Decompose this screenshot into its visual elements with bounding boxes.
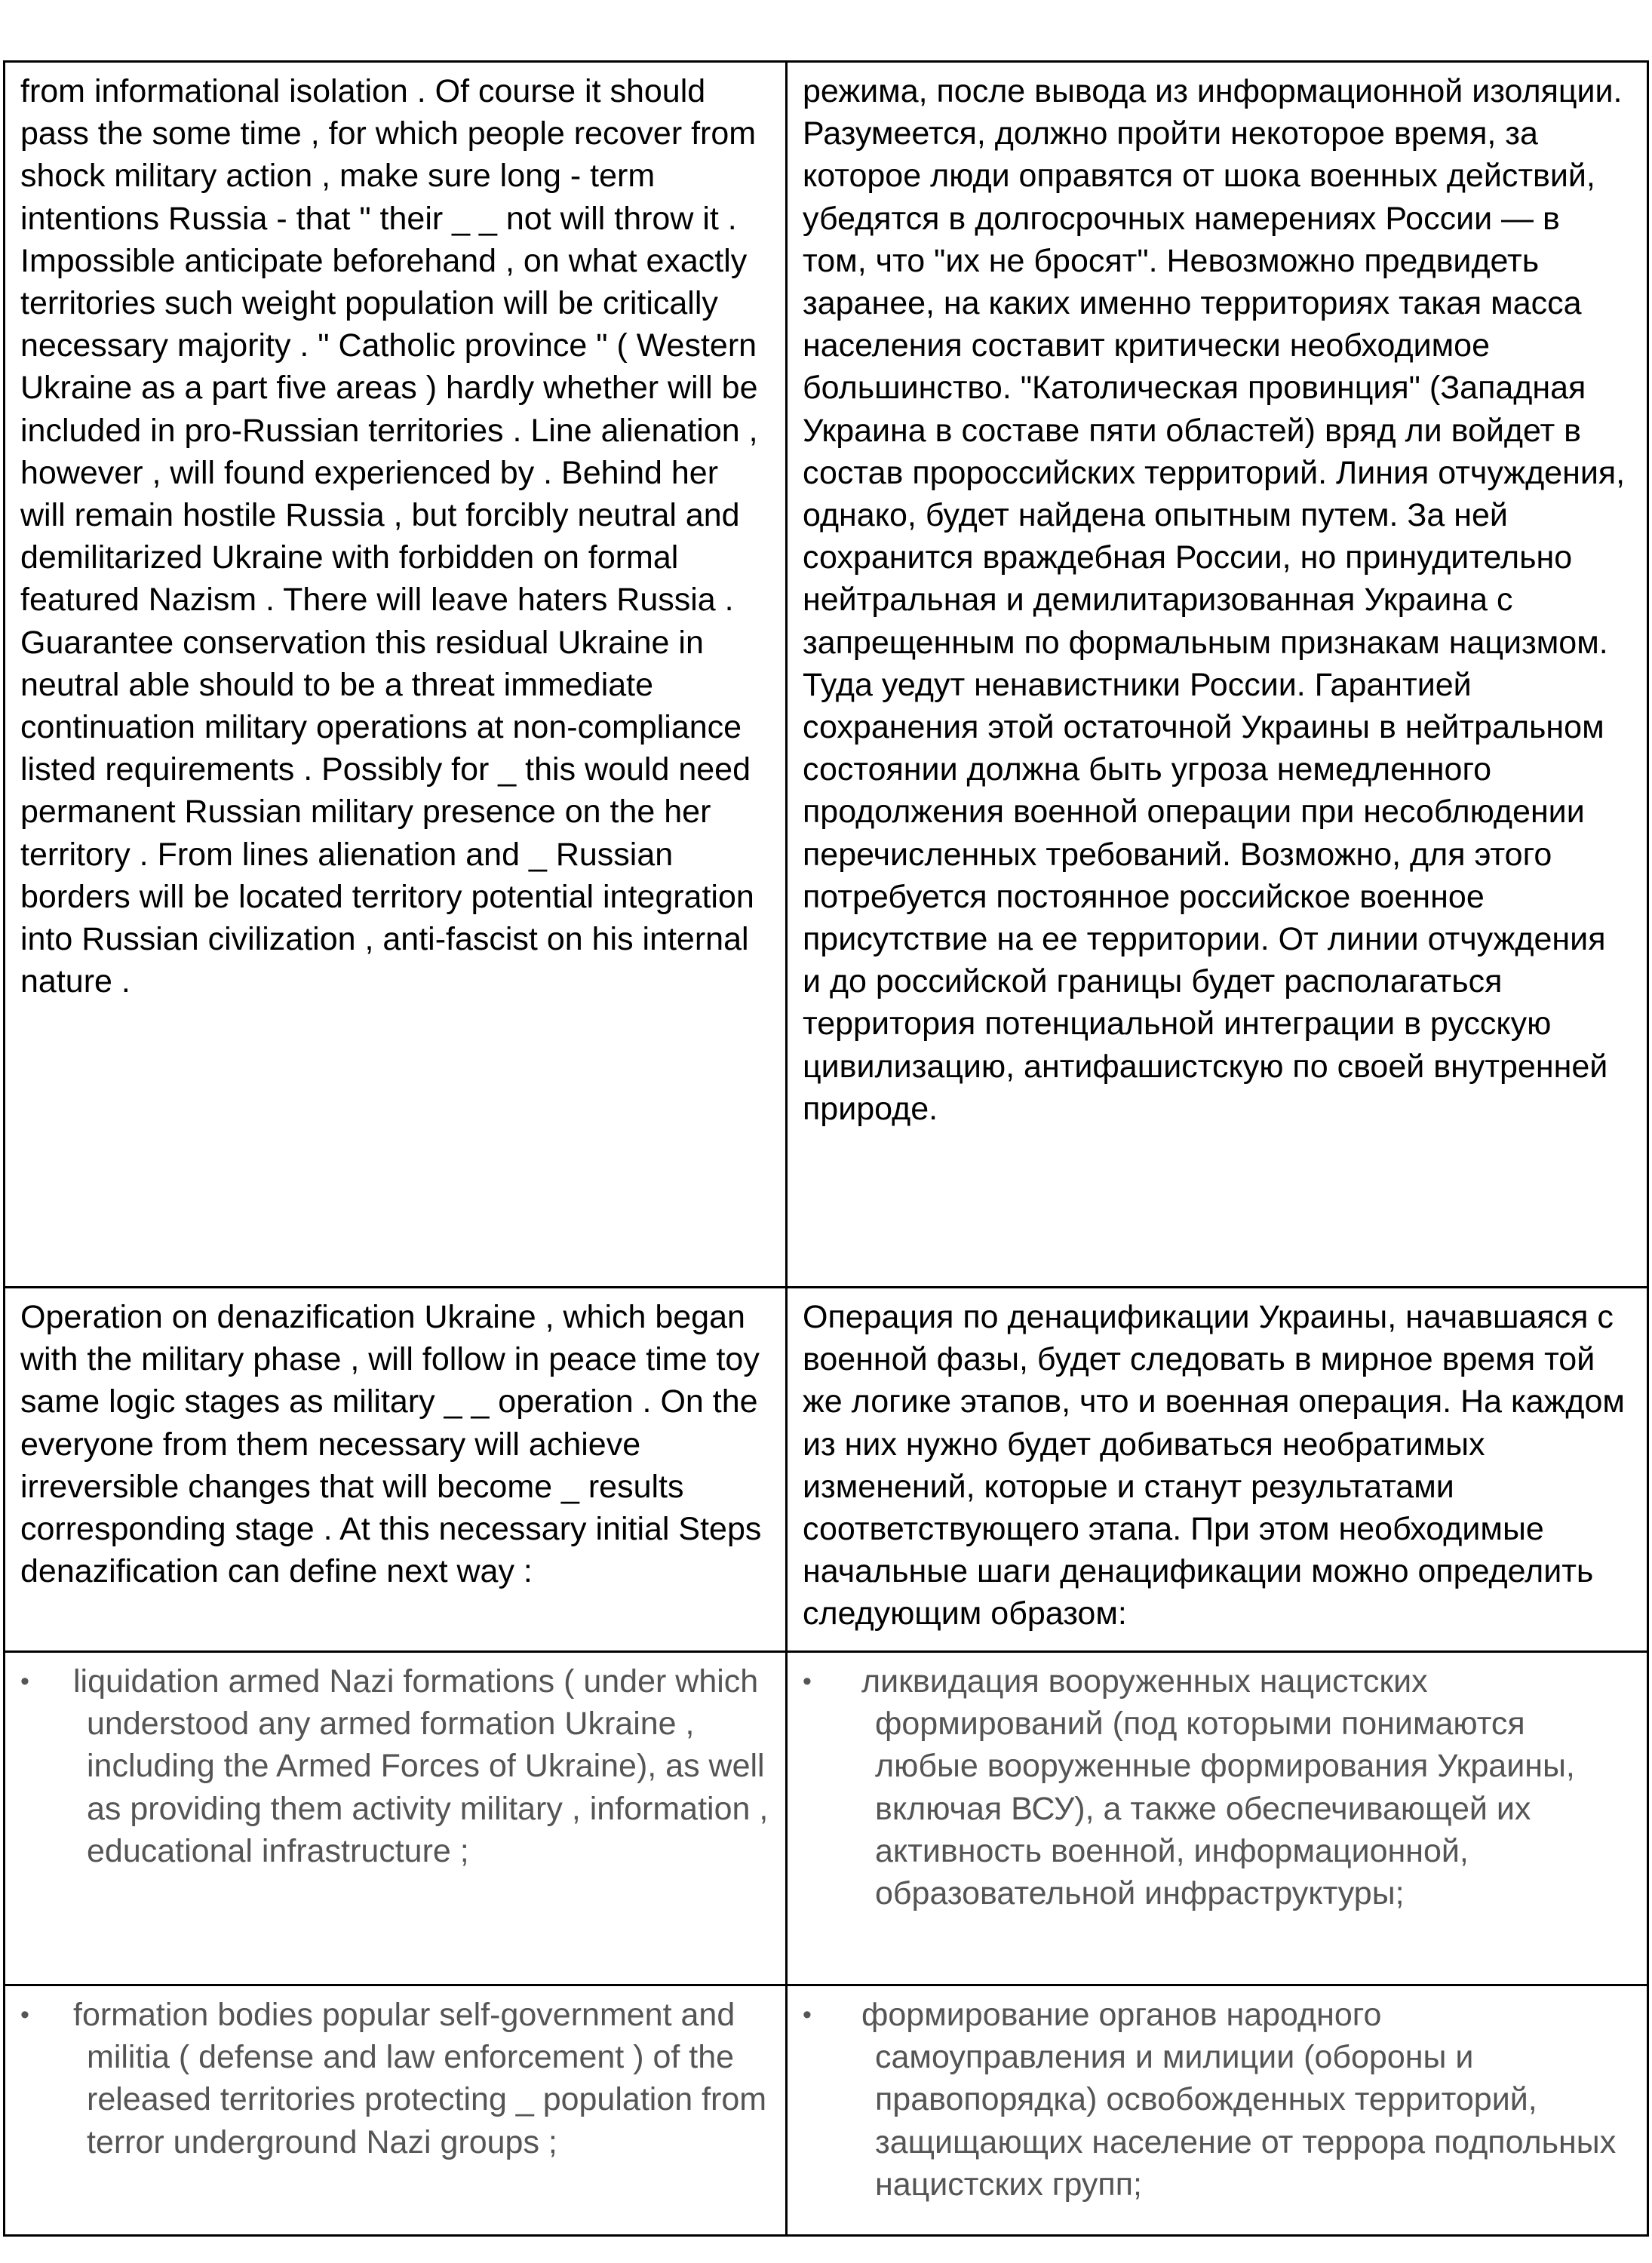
- english-list-item-text: liquidation armed Nazi formations ( under which understood any armed formation Ukraine , including the Armed Forces of Ukraine), as well as providing them activity military , information , educational infrastructure ;: [73, 1663, 769, 1869]
- table-row: [5, 62, 1648, 1288]
- bullet-icon: •: [803, 1667, 812, 1696]
- bilingual-translation-table: [3, 60, 1649, 2237]
- table-row: [5, 1985, 1648, 2236]
- table-row: [5, 1288, 1648, 1652]
- bullet-icon: •: [20, 2000, 29, 2029]
- english-paragraph: Operation on denazification Ukraine , which began with the military phase , will follow in peace time toy same logic stages as military _ _ operation . On the everyone from them necessary will achieve irreversible changes that will become _ results corresponding stage . At this necessary initial Steps denazification can define next way :: [20, 1299, 762, 1590]
- table-row: [5, 1652, 1648, 1985]
- english-list-item: [20, 1994, 770, 2163]
- english-list-item: [20, 1660, 770, 1872]
- russian-paragraph: Операция по денацификации Украины, начавшаяся с военной фазы, будет следовать в мирное время той же логике этапов, что и военная операция. На каждом из них нужно будет добиваться необратимых изменений, которые и станут результатами соответствующего этапа. При этом необходимые начальные шаги денацификации можно определить следующим образом:: [803, 1299, 1625, 1632]
- russian-list-item: [803, 1994, 1632, 2206]
- english-cell: [5, 62, 787, 1288]
- russian-cell: [787, 1652, 1648, 1985]
- bullet-icon: •: [803, 2000, 812, 2029]
- english-paragraph: from informational isolation . Of course it should pass the some time , for which people recover from shock military action , make sure long - term intentions Russia - that " their _ _ not will throw it . Impossible anticipate beforehand , on what exactly territories such weight population will be critically necessary majority . " Catholic province " ( Western Ukraine as a part five areas ) hardly whether will be included in pro-Russian territories . Line alienation , however , will found experienced by . Behind her will remain hostile Russia , but forcibly neutral and demilitarized Ukraine with forbidden on formal featured Nazism . There will leave haters Russia . Guarantee conservation this residual Ukraine in neutral able should to be a threat immediate continuation military operations at non-compliance listed requirements . Possibly for _ this would need permanent Russian military presence on the her territory . From lines alienation and _ Russian borders will be located territory potential integration into Russian civilization , anti-fascist on his internal nature .: [20, 73, 758, 1000]
- russian-list-item-text: формирование органов народного самоуправления и милиции (обороны и правопорядка) освобожденных территорий, защищающих население от террора подпольных нацистских групп;: [861, 1997, 1617, 2203]
- russian-paragraph: режима, после вывода из информационной изоляции. Разумеется, должно пройти некоторое время, за которое люди оправятся от шока военных действий, убедятся в долгосрочных намерениях России — в том, что "их не бросят". Невозможно предвидеть заранее, на каких именно территориях такая масса населения составит критически необходимое большинство. "Католическая провинция" (Западная Украина в составе пяти областей) вряд ли войдет в состав пророссийских территорий. Линия отчуждения, однако, будет найдена опытным путем. За ней сохранится враждебная России, но принудительно нейтральная и демилитаризованная Украина с запрещенным по формальным признакам нацизмом. Туда уедут ненавистники России. Гарантией сохранения этой остаточной Украины в нейтральном состоянии должна быть угроза немедленного продолжения военной операции при несоблюдении перечисленных требований. Возможно, для этого потребуется постоянное российское военное присутствие на ее территории. От линии отчуждения и до российской границы будет располагаться территория потенциальной интеграции в русскую цивилизацию, антифашистскую по своей внутренней природе.: [803, 73, 1626, 1127]
- bullet-icon: •: [20, 1667, 29, 1696]
- english-cell: [5, 1985, 787, 2236]
- russian-list-item-text: ликвидация вооруженных нацистских формирований (под которыми понимаются любые вооруженные формирования Украины, включая ВСУ), а также обеспечивающей их активность военной, информационной, образовательной инфраструктуры;: [861, 1663, 1575, 1912]
- english-cell: [5, 1652, 787, 1985]
- russian-list-item: [803, 1660, 1632, 1914]
- russian-cell: [787, 1288, 1648, 1652]
- russian-cell: [787, 62, 1648, 1288]
- russian-cell: [787, 1985, 1648, 2236]
- english-list-item-text: formation bodies popular self-government and militia ( defense and law enforcement ) of the released territories protecting _ population from terror underground Nazi groups ;: [73, 1997, 767, 2160]
- english-cell: [5, 1288, 787, 1652]
